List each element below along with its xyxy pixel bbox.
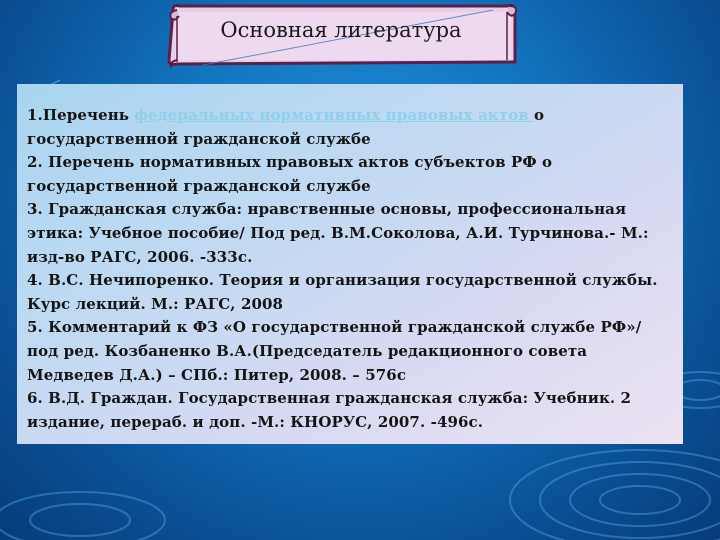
references-panel xyxy=(17,84,683,444)
reference-item-3: 3. Гражданская служба: нравственные основы, профессиональная этика: Учебное пособие/ Под ред. В.М.Соколова, А.И. Турчинова.- М.: изд-во РАГС, 2006. -333с. xyxy=(27,200,649,266)
federal-acts-link[interactable]: федеральных нормативных правовых актов xyxy=(134,106,535,124)
reference-item-2: 2. Перечень нормативных правовых актов субъектов РФ о государственной гражданской службе xyxy=(27,153,553,195)
reference-item-5: 5. Комментарий к ФЗ «О государственной гражданской службе РФ»/ под ред. Козбаненко В.А.(Председатель редакционного совета Медведев Д.А.) – СПб.: Питер, 2008. – 576с xyxy=(27,318,642,384)
title-banner xyxy=(163,2,519,70)
reference-item-6: 6. В.Д. Граждан. Государственная гражданская служба: Учебник. 2 издание, перераб. и доп. -М.: КНОРУС, 2007. -496с. xyxy=(27,389,632,431)
reference-item-4: 4. В.С. Нечипоренко. Теория и организация государственной службы. Курс лекций. М.: РАГС, 2008 xyxy=(27,271,658,313)
reference-item-1: 1.Перечень федеральных нормативных правовых актов о государственной гражданской службе xyxy=(27,106,545,148)
page-title: Основная литература xyxy=(220,18,462,42)
reference-list xyxy=(27,104,673,434)
